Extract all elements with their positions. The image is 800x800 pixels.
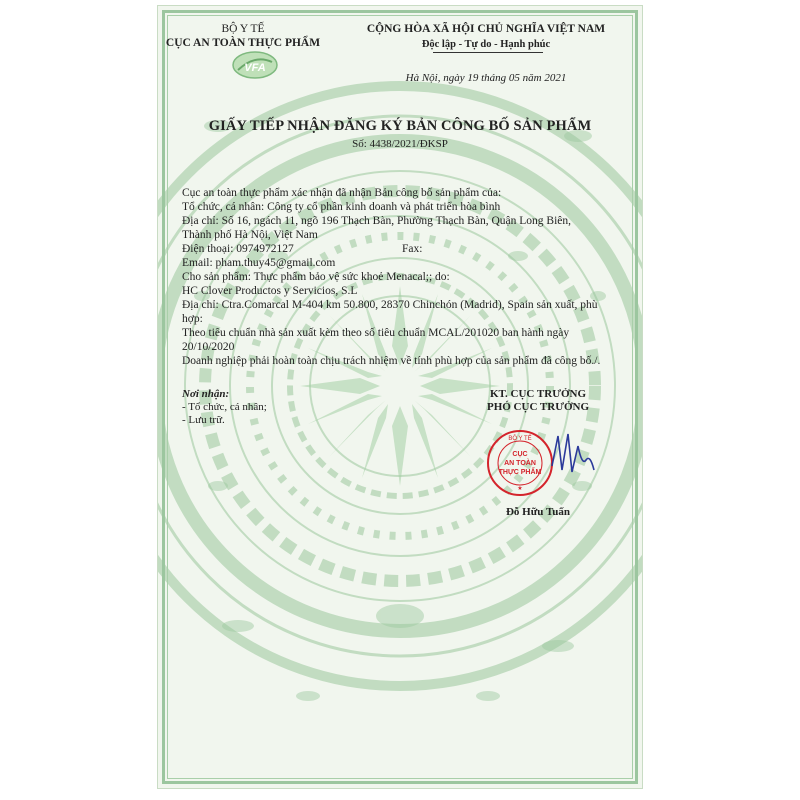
svg-text:VFA: VFA [244,62,266,74]
agency-name: CỤC AN TOÀN THỰC PHẨM [165,37,321,49]
svg-text:★: ★ [517,486,523,492]
country-name: CỘNG HÒA XÃ HỘI CHỦ NGHĨA VIỆT NAM [366,23,606,35]
email-line: Email: pham.thuy45@gmail.com [182,257,336,269]
address-line-2: Thành phố Hà Nội, Việt Nam [182,229,318,241]
manufacturer-line: HC Clover Productos y Servicios, S.L [182,285,358,297]
stamp-center-text: CỤC [512,451,528,458]
responsibility-line: Doanh nghiệp phải hoàn toàn chịu trách nhiệm về tính phù hợp của sản phẩm đã công bố./. [182,355,601,367]
vfa-logo [230,50,280,80]
document-number: Số: 4438/2021/ĐKSP [352,138,448,150]
manufacturer-address-line-2: hợp: [182,313,203,325]
motto-underline [433,52,543,53]
phone-line: Điện thoại: 0974972127 [182,243,294,255]
recipient-item: - Tổ chức, cá nhân; [182,401,267,413]
fax-line: Fax: [402,243,423,255]
recipients-title: Nơi nhận: [182,388,230,400]
signer-name: Đỗ Hữu Tuấn [505,506,571,518]
manufacturer-address-line-1: Địa chỉ: Ctra.Comarcal M-404 km 50.800, 28370 Chinchón (Madrid), Spain sản xuất, phù [182,299,598,311]
recipient-item: - Lưu trữ. [182,414,225,426]
stamp-center-text: AN TOÀN [504,460,536,467]
handwritten-signature [548,426,598,486]
national-heading [336,22,636,52]
standard-line-1: Theo tiêu chuẩn nhà sản xuất kèm theo số tiêu chuẩn MCAL/201020 ban hành ngày [182,327,570,339]
official-stamp [485,428,555,498]
issue-date: Hà Nội, ngày 19 tháng 05 năm 2021 [405,72,567,84]
phone-fax-line [182,242,622,256]
document-title: GIẤY TIẾP NHẬN ĐĂNG KÝ BẢN CÔNG BỐ SẢN PHẨM [208,118,592,134]
signature-heading [428,388,643,414]
signer-title-2: PHÓ CỤC TRƯỞNG [486,401,590,413]
stamp-ring-text: BỘ Y TẾ [508,436,532,442]
national-motto: Độc lập - Tự do - Hạnh phúc [421,39,551,50]
organization-line: Tổ chức, cá nhân: Công ty cổ phần kinh doanh và phát triển hòa bình [182,201,501,213]
issuing-authority [158,22,328,50]
document-body [182,186,622,368]
recipients-block [182,388,342,427]
signer-title-1: KT. CỤC TRƯỞNG [489,388,587,400]
certificate-sheet [157,5,643,789]
standard-line-2: 20/10/2020 [182,341,235,353]
stamp-center-text: THỰC PHẨM [498,469,542,476]
product-line: Cho sản phẩm: Thực phẩm bảo vệ sức khoẻ Menacal;; do: [182,271,450,283]
intro-line: Cục an toàn thực phẩm xác nhận đã nhận Bản công bố sản phẩm của: [182,187,502,199]
address-line-1: Địa chỉ: Số 16, ngách 11, ngõ 196 Thạch Bàn, Phường Thạch Bàn, Quận Long Biên, [182,215,571,227]
ministry-name: BỘ Y TẾ [221,23,265,35]
